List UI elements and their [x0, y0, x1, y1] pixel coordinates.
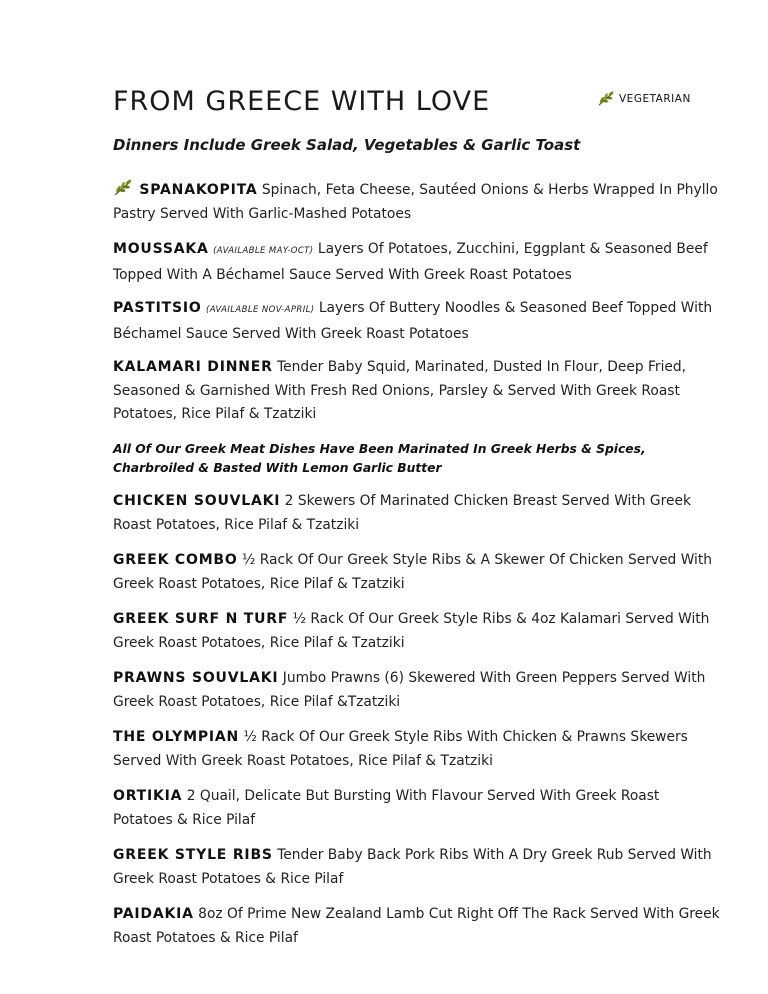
- item-description: ½ Rack Of Our Greek Style Ribs & 4oz Kalamari Served With Greek Roast Potatoes, Rice Pilaf & Tzatziki: [113, 611, 710, 651]
- item-description: Jumbo Prawns (6) Skewered With Green Peppers Served With Greek Roast Potatoes, Rice Pilaf &Tzatziki: [113, 670, 706, 710]
- item-description: Spinach, Feta Cheese, Sautéed Onions & Herbs Wrapped In Phyllo Pastry Served With Garlic-Mashed Potatoes: [113, 182, 718, 222]
- item-description: 2 Quail, Delicate But Bursting With Flavour Served With Greek Roast Potatoes & Rice Pilaf: [113, 788, 660, 828]
- item-description: Layers Of Potatoes, Zucchini, Eggplant & Seasoned Beef Topped With A Béchamel Sauce Served With Greek Roast Potatoes: [113, 241, 708, 283]
- item-name: PAIDAKIA: [113, 906, 194, 922]
- item-name: KALAMARI DINNER: [113, 359, 273, 375]
- item-name: PRAWNS SOUVLAKI: [113, 670, 279, 686]
- menu-item: [113, 490, 723, 537]
- item-description: Tender Baby Squid, Marinated, Dusted In Flour, Deep Fried, Seasoned & Garnished With Fresh Red Onions, Parsley & Served With Greek Roast Potatoes, Rice Pilaf & Tzatziki: [113, 359, 687, 422]
- item-description: ½ Rack Of Our Greek Style Ribs & A Skewer Of Chicken Served With Greek Roast Potatoes, Rice Pilaf & Tzatziki: [113, 552, 713, 592]
- menu-item: [113, 549, 723, 596]
- item-description: Tender Baby Back Pork Ribs With A Dry Greek Rub Served With Greek Roast Potatoes & Rice Pilaf: [113, 847, 712, 887]
- item-name: SPANAKOPITA: [139, 182, 258, 198]
- menu-item: [113, 903, 723, 950]
- dinner-includes-subtitle: Dinners Include Greek Salad, Vegetables & Garlic Toast: [113, 136, 581, 154]
- item-name: MOUSSAKA: [113, 241, 209, 257]
- item-description: 2 Skewers Of Marinated Chicken Breast Served With Greek Roast Potatoes, Rice Pilaf & Tzatziki: [113, 493, 691, 533]
- item-availability: (AVAILABLE NOV-APRIL): [206, 305, 315, 315]
- item-description: ½ Rack Of Our Greek Style Ribs With Chicken & Prawns Skewers Served With Greek Roast Potatoes, Rice Pilaf & Tzatziki: [113, 729, 688, 769]
- marinade-note: All Of Our Greek Meat Dishes Have Been Marinated In Greek Herbs & Spices, Charbroiled & Basted With Lemon Garlic Butter: [113, 442, 646, 475]
- item-name: GREEK COMBO: [113, 552, 238, 568]
- menu-item: [113, 667, 723, 714]
- menu-item: [113, 238, 723, 287]
- menu-item: [113, 726, 723, 773]
- page-title: FROM GREECE WITH LOVE: [113, 86, 491, 117]
- item-name: CHICKEN SOUVLAKI: [113, 493, 281, 509]
- item-name: THE OLYMPIAN: [113, 729, 240, 745]
- vegetarian-label: VEGETARIAN: [619, 93, 691, 105]
- item-name: GREEK STYLE RIBS: [113, 847, 273, 863]
- item-name: GREEK SURF N TURF: [113, 611, 289, 627]
- item-description: Layers Of Buttery Noodles & Seasoned Beef Topped With Béchamel Sauce Served With Greek Roast Potatoes: [113, 300, 713, 342]
- item-name: PASTITSIO: [113, 300, 202, 316]
- olive-branch-icon: [597, 90, 617, 106]
- menu-item: [113, 297, 723, 346]
- menu-item: [113, 608, 723, 655]
- menu-item: [113, 356, 723, 427]
- item-description: 8oz Of Prime New Zealand Lamb Cut Right Off The Rack Served With Greek Roast Potatoes & Rice Pilaf: [113, 906, 720, 946]
- vegetarian-legend: [597, 90, 691, 106]
- item-name: ORTIKIA: [113, 788, 183, 804]
- olive-branch-icon: [113, 178, 135, 196]
- item-availability: (AVAILABLE MAY-OCT): [213, 246, 314, 256]
- menu-item: [113, 844, 723, 891]
- menu-item: [113, 178, 723, 226]
- menu-item: [113, 785, 723, 832]
